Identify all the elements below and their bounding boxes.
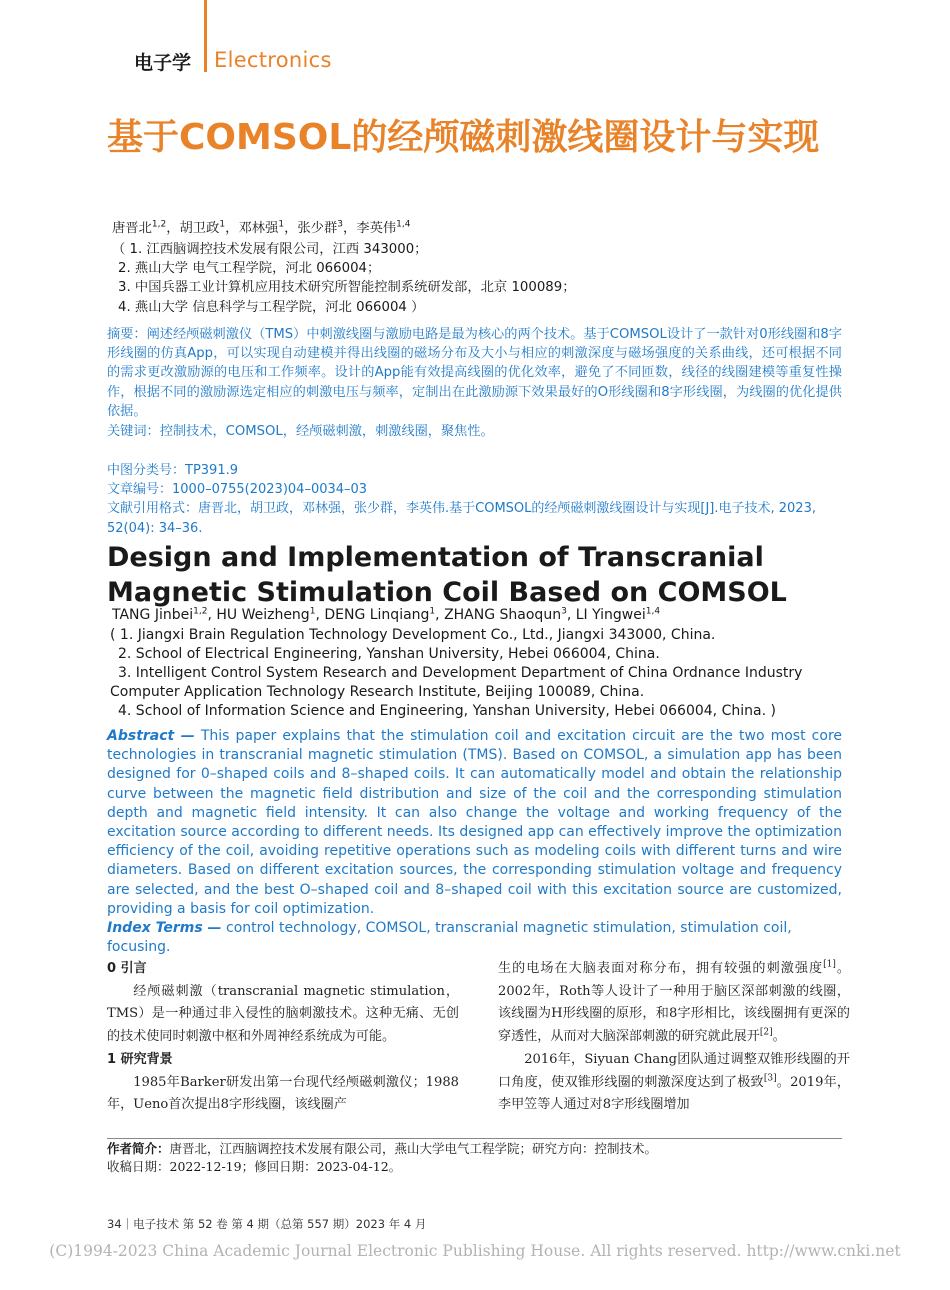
- section-heading: 1 研究背景: [107, 1051, 173, 1067]
- author-name: 邓林强: [238, 221, 279, 236]
- section-label-cn: 电子学: [134, 52, 192, 74]
- author-name: 李英伟: [356, 221, 397, 236]
- body-column-left: [107, 958, 459, 1117]
- affiliations-en: [110, 626, 845, 721]
- index-terms-text: control technology, COMSOL, transcranial magnetic stimulation, stimulation coil, focusing.: [107, 920, 792, 956]
- author-name: HU Weizheng: [216, 607, 310, 623]
- section-heading: 0 引言: [107, 961, 147, 976]
- author-name: LI Yingwei: [575, 607, 646, 623]
- citation-ref: [3]: [763, 1073, 777, 1084]
- received-dates: 收稿日期：2022-12-19；修回日期：2023-04-12。: [107, 1159, 402, 1174]
- keywords-cn: 关键词：控制技术，COMSOL，经颅磁刺激，刺激线圈，聚焦性。: [107, 424, 494, 439]
- author-note-label: 作者简介：: [107, 1141, 170, 1156]
- affiliation-line: 4. School of Information Science and Engineering, Yanshan University, Hebei 066004, China. ): [118, 703, 776, 720]
- page-title-cn: 基于COMSOL的经颅磁刺激线圈设计与实现: [107, 117, 820, 158]
- affiliation-line: Computer Application Technology Research Institute, Beijing 100089, China.: [110, 684, 645, 701]
- affiliation-line: 2. 燕山大学 电气工程学院，河北 066004；: [118, 261, 381, 277]
- abstract-text: This paper explains that the stimulation coil and excitation circuit are the two most core technologies in transcranial magnetic stimulation (TMS). Based on COMSOL, a simulation app has been designed for 0–shaped coils and 8–shaped coils. It can automatically model and obtain the relationship curve between the magnetic field distribution and size of the coil and the corresponding stimulation depth and magnetic field intensity. It can also change the voltage and working frequency of the excitation source according to different needs. Its designed app can effectively improve the optimization efficiency of the coil, avoiding repetitive operations such as modeling coils with different turns and wire diameters. Based on different excitation sources, the corresponding stimulation voltage and frequency are selected, and the best O–shaped coil and 8–shaped coil with this excitation source are customized, providing a basis for coil optimization.: [107, 728, 842, 917]
- affiliation-line: 2. School of Electrical Engineering, Yanshan University, Hebei 066004, China.: [118, 646, 660, 663]
- author-name: 唐晋北: [112, 221, 152, 236]
- author-name: 张少群: [297, 221, 338, 236]
- author-name: TANG Jinbei: [112, 607, 194, 623]
- article-number: 文章编号：1000–0755(2023)04–0034–03: [107, 482, 368, 498]
- affiliations-cn: [112, 240, 832, 317]
- author-name: 胡卫政: [179, 221, 220, 236]
- index-terms: [107, 919, 842, 957]
- clc-number: 中图分类号：TP391.9: [107, 463, 238, 478]
- affiliation-line: 3. Intelligent Control System Research and Development Department of China Ordnance Industry: [118, 665, 803, 682]
- body-column-right: [498, 958, 850, 1117]
- author-list-en: TANG Jinbei$^{1,2}$, HU Weizheng$^1$, DENG Linqiang$^1$, ZHANG Shaoqun$^3$, LI Yingwei$^{1,4}$: [112, 606, 661, 623]
- citation-format: 文献引用格式：唐晋北，胡卫政，邓林强，张少群，李英伟.基于COMSOL的经颅磁刺激线圈设计与实现[J].电子技术, 2023, 52(04): 34–36.: [107, 501, 816, 536]
- author-note: [107, 1140, 842, 1176]
- index-terms-label: Index Terms —: [107, 920, 222, 936]
- copyright-watermark: (C)1994-2023 China Academic Journal Electronic Publishing House. All rights reserved. http://www.cnki.net: [49, 1242, 901, 1260]
- abstract-cn: 摘要：阐述经颅磁刺激仪（TMS）中刺激线圈与激励电路是最为核心的两个技术。基于COMSOL设计了一款针对0形线圈和8字形线圈的仿真App，可以实现自动建模并得出线圈的磁场分布及大小与相应的刺激深度与磁场强度的关系曲线，还可根据不同的需求更改激励源的电压和工作频率。设计的App能有效提高线圈的优化效率，避免了不同匝数，线径的线圈建模等重复性操作，根据不同的激励源选定相应的刺激电压与频率，定制出在此激励源下效果最好的O形线圈和8字形线圈，为线圈的优化提供依据。: [107, 327, 842, 419]
- affiliation-line: 3. 中国兵器工业计算机应用技术研究所智能控制系统研发部，北京 100089；: [118, 280, 576, 296]
- paragraph: 生的电场在大脑表面对称分布，拥有较强的刺激强度[1]。2002年，Roth等人设计了一种用于脑区深部刺激的线圈，该线圈为H形线圈的原形，和8字形相比，该线圈拥有更深的穿透性，从而对大脑深部刺激的研究就此展开[2]。: [498, 959, 851, 1045]
- article-meta: [107, 461, 842, 538]
- affiliation-line: 4. 燕山大学 信息科学与工程学院，河北 066004 ）: [118, 299, 425, 315]
- header-accent-bar: [204, 0, 207, 72]
- paragraph: 2016年，Siyuan Chang团队通过调整双锥形线圈的开口角度，使双锥形线圈的刺激深度达到了极致[3]。2019年，李甲笠等人通过对8字形线圈增加: [498, 1051, 851, 1113]
- abstract-en: [107, 727, 842, 919]
- section-label-en: Electronics: [214, 48, 332, 72]
- affiliation-line: ( 1. Jiangxi Brain Regulation Technology Development Co., Ltd., Jiangxi 343000, China.: [110, 627, 716, 643]
- author-name: ZHANG Shaoqun: [444, 607, 562, 623]
- page-footer: 34｜电子技术 第 52 卷 第 4 期（总第 557 期）2023 年 4 月: [107, 1217, 427, 1231]
- paragraph: 经颅磁刺激（transcranial magnetic stimulation，TMS）是一种通过非入侵性的脑刺激技术。这种无痛、无创的技术使同时刺激中枢和外周神经系统成为可能。: [107, 983, 459, 1045]
- abstract-label: Abstract —: [107, 728, 195, 744]
- affiliation-line: （ 1. 江西脑调控技术发展有限公司，江西 343000；: [112, 242, 428, 257]
- author-note-text: 唐晋北，江西脑调控技术发展有限公司，燕山大学电气工程学院；研究方向：控制技术。: [169, 1141, 658, 1156]
- citation-ref: [2]: [759, 1027, 773, 1038]
- paragraph: 1985年Barker研发出第一台现代经颅磁刺激仪；1988年，Ueno首次提出8字形线圈，该线圈产: [107, 1074, 459, 1113]
- author-list-cn: 唐晋北$^{1,2}$，胡卫政$^1$，邓林强$^1$，张少群$^3$，李英伟$^{1,4}$: [112, 219, 411, 236]
- footnote-divider: [107, 1138, 842, 1139]
- page-title-en: Design and Implementation of Transcranial Magnetic Stimulation Coil Based on COMSOL: [107, 542, 787, 608]
- author-name: DENG Linqiang: [324, 607, 430, 623]
- citation-ref: [1]: [823, 959, 836, 970]
